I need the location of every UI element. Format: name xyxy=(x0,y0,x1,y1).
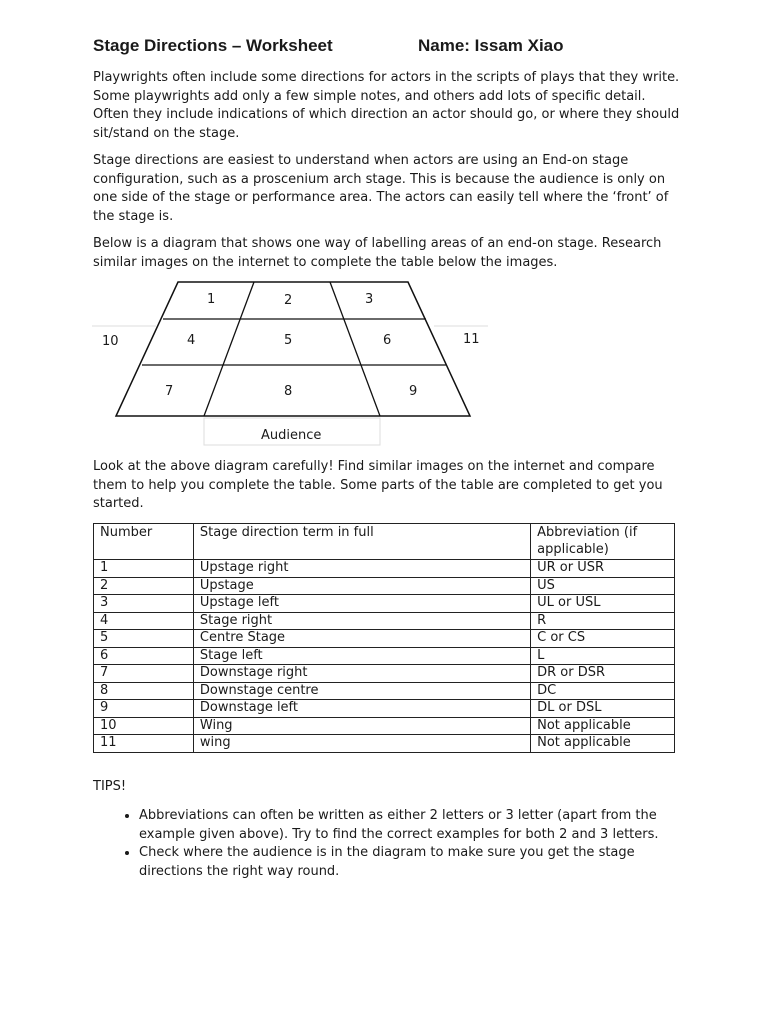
stage-label-1: 1 xyxy=(207,292,216,307)
cell-abbreviation: L xyxy=(531,647,675,665)
stage-label-9: 9 xyxy=(409,384,418,399)
stage-label-8: 8 xyxy=(284,384,293,399)
header-abbreviation: Abbreviation (if applicable) xyxy=(531,524,675,560)
cell-abbreviation: DC xyxy=(531,682,675,700)
cell-term: Stage right xyxy=(193,612,530,630)
table-row xyxy=(94,682,675,700)
cell-number: 3 xyxy=(94,595,194,613)
stage-label-11: 11 xyxy=(463,332,480,347)
table-header-row xyxy=(94,524,675,560)
cell-number: 7 xyxy=(94,665,194,683)
stage-label-7: 7 xyxy=(165,384,174,399)
end-on-paragraph: Stage directions are easiest to understand when actors are using an End-on stage configuration, such as a proscenium arch stage. This is because the audience is only on one side of the stage or performance area. The actors can easily tell where the ‘front’ of the stage is. xyxy=(93,153,669,224)
cell-abbreviation: US xyxy=(531,577,675,595)
tip-item: • Check where the audience is in the diagram to make sure you get the stage directions the right way round. xyxy=(139,844,673,881)
cell-term: Wing xyxy=(193,717,530,735)
table-row xyxy=(94,612,675,630)
student-name: Name: Issam Xiao xyxy=(418,36,564,55)
cell-abbreviation: R xyxy=(531,612,675,630)
cell-number: 6 xyxy=(94,647,194,665)
worksheet-title: Stage Directions – Worksheet xyxy=(93,36,333,55)
tips-list xyxy=(93,807,673,881)
table-row xyxy=(94,630,675,648)
stage-label-10: 10 xyxy=(102,334,119,349)
cell-term: Downstage left xyxy=(193,700,530,718)
table-row xyxy=(94,665,675,683)
cell-term: wing xyxy=(193,735,530,753)
cell-number: 4 xyxy=(94,612,194,630)
cell-abbreviation: DL or DSL xyxy=(531,700,675,718)
cell-term: Centre Stage xyxy=(193,630,530,648)
tips-heading: TIPS! xyxy=(93,779,127,794)
table-row xyxy=(94,700,675,718)
cell-term: Upstage right xyxy=(193,560,530,578)
diagram-intro-paragraph: Below is a diagram that shows one way of labelling areas of an end-on stage. Research similar images on the internet to complete the table below the images. xyxy=(93,236,662,270)
cell-number: 8 xyxy=(94,682,194,700)
stage-label-4: 4 xyxy=(187,333,196,348)
table-row xyxy=(94,647,675,665)
table-row xyxy=(94,717,675,735)
tip-item: • Abbreviations can often be written as either 2 letters or 3 letter (apart from the example given above). Try to find the correct examples for both 2 and 3 letters. xyxy=(139,807,673,844)
audience-label: Audience xyxy=(261,428,322,443)
stage-diagram xyxy=(90,278,490,448)
stage-label-3: 3 xyxy=(365,292,374,307)
table-row xyxy=(94,560,675,578)
cell-abbreviation: Not applicable xyxy=(531,735,675,753)
cell-abbreviation: DR or DSR xyxy=(531,665,675,683)
cell-term: Stage left xyxy=(193,647,530,665)
intro-paragraph: Playwrights often include some directions for actors in the scripts of plays that they write. Some playwrights add only a few simple notes, and others add lots of specific detail. Often they include indications of which direction an actor should go, or where they should sit/stand on the stage. xyxy=(93,70,680,141)
cell-number: 2 xyxy=(94,577,194,595)
cell-number: 11 xyxy=(94,735,194,753)
cell-term: Upstage left xyxy=(193,595,530,613)
stage-directions-table xyxy=(93,523,675,753)
header-number: Number xyxy=(94,524,194,560)
cell-abbreviation: UR or USR xyxy=(531,560,675,578)
stage-label-2: 2 xyxy=(284,293,293,308)
stage-label-6: 6 xyxy=(383,333,392,348)
header-term: Stage direction term in full xyxy=(193,524,530,560)
table-row xyxy=(94,595,675,613)
table-intro-paragraph: Look at the above diagram carefully! Find similar images on the internet and compare them to help you complete the table. Some parts of the table are completed to get you started. xyxy=(93,459,663,511)
cell-number: 5 xyxy=(94,630,194,648)
cell-number: 1 xyxy=(94,560,194,578)
cell-abbreviation: Not applicable xyxy=(531,717,675,735)
cell-number: 9 xyxy=(94,700,194,718)
table-row xyxy=(94,735,675,753)
stage-label-5: 5 xyxy=(284,333,293,348)
cell-term: Upstage xyxy=(193,577,530,595)
cell-abbreviation: C or CS xyxy=(531,630,675,648)
table-row xyxy=(94,577,675,595)
cell-term: Downstage right xyxy=(193,665,530,683)
cell-term: Downstage centre xyxy=(193,682,530,700)
cell-abbreviation: UL or USL xyxy=(531,595,675,613)
cell-number: 10 xyxy=(94,717,194,735)
